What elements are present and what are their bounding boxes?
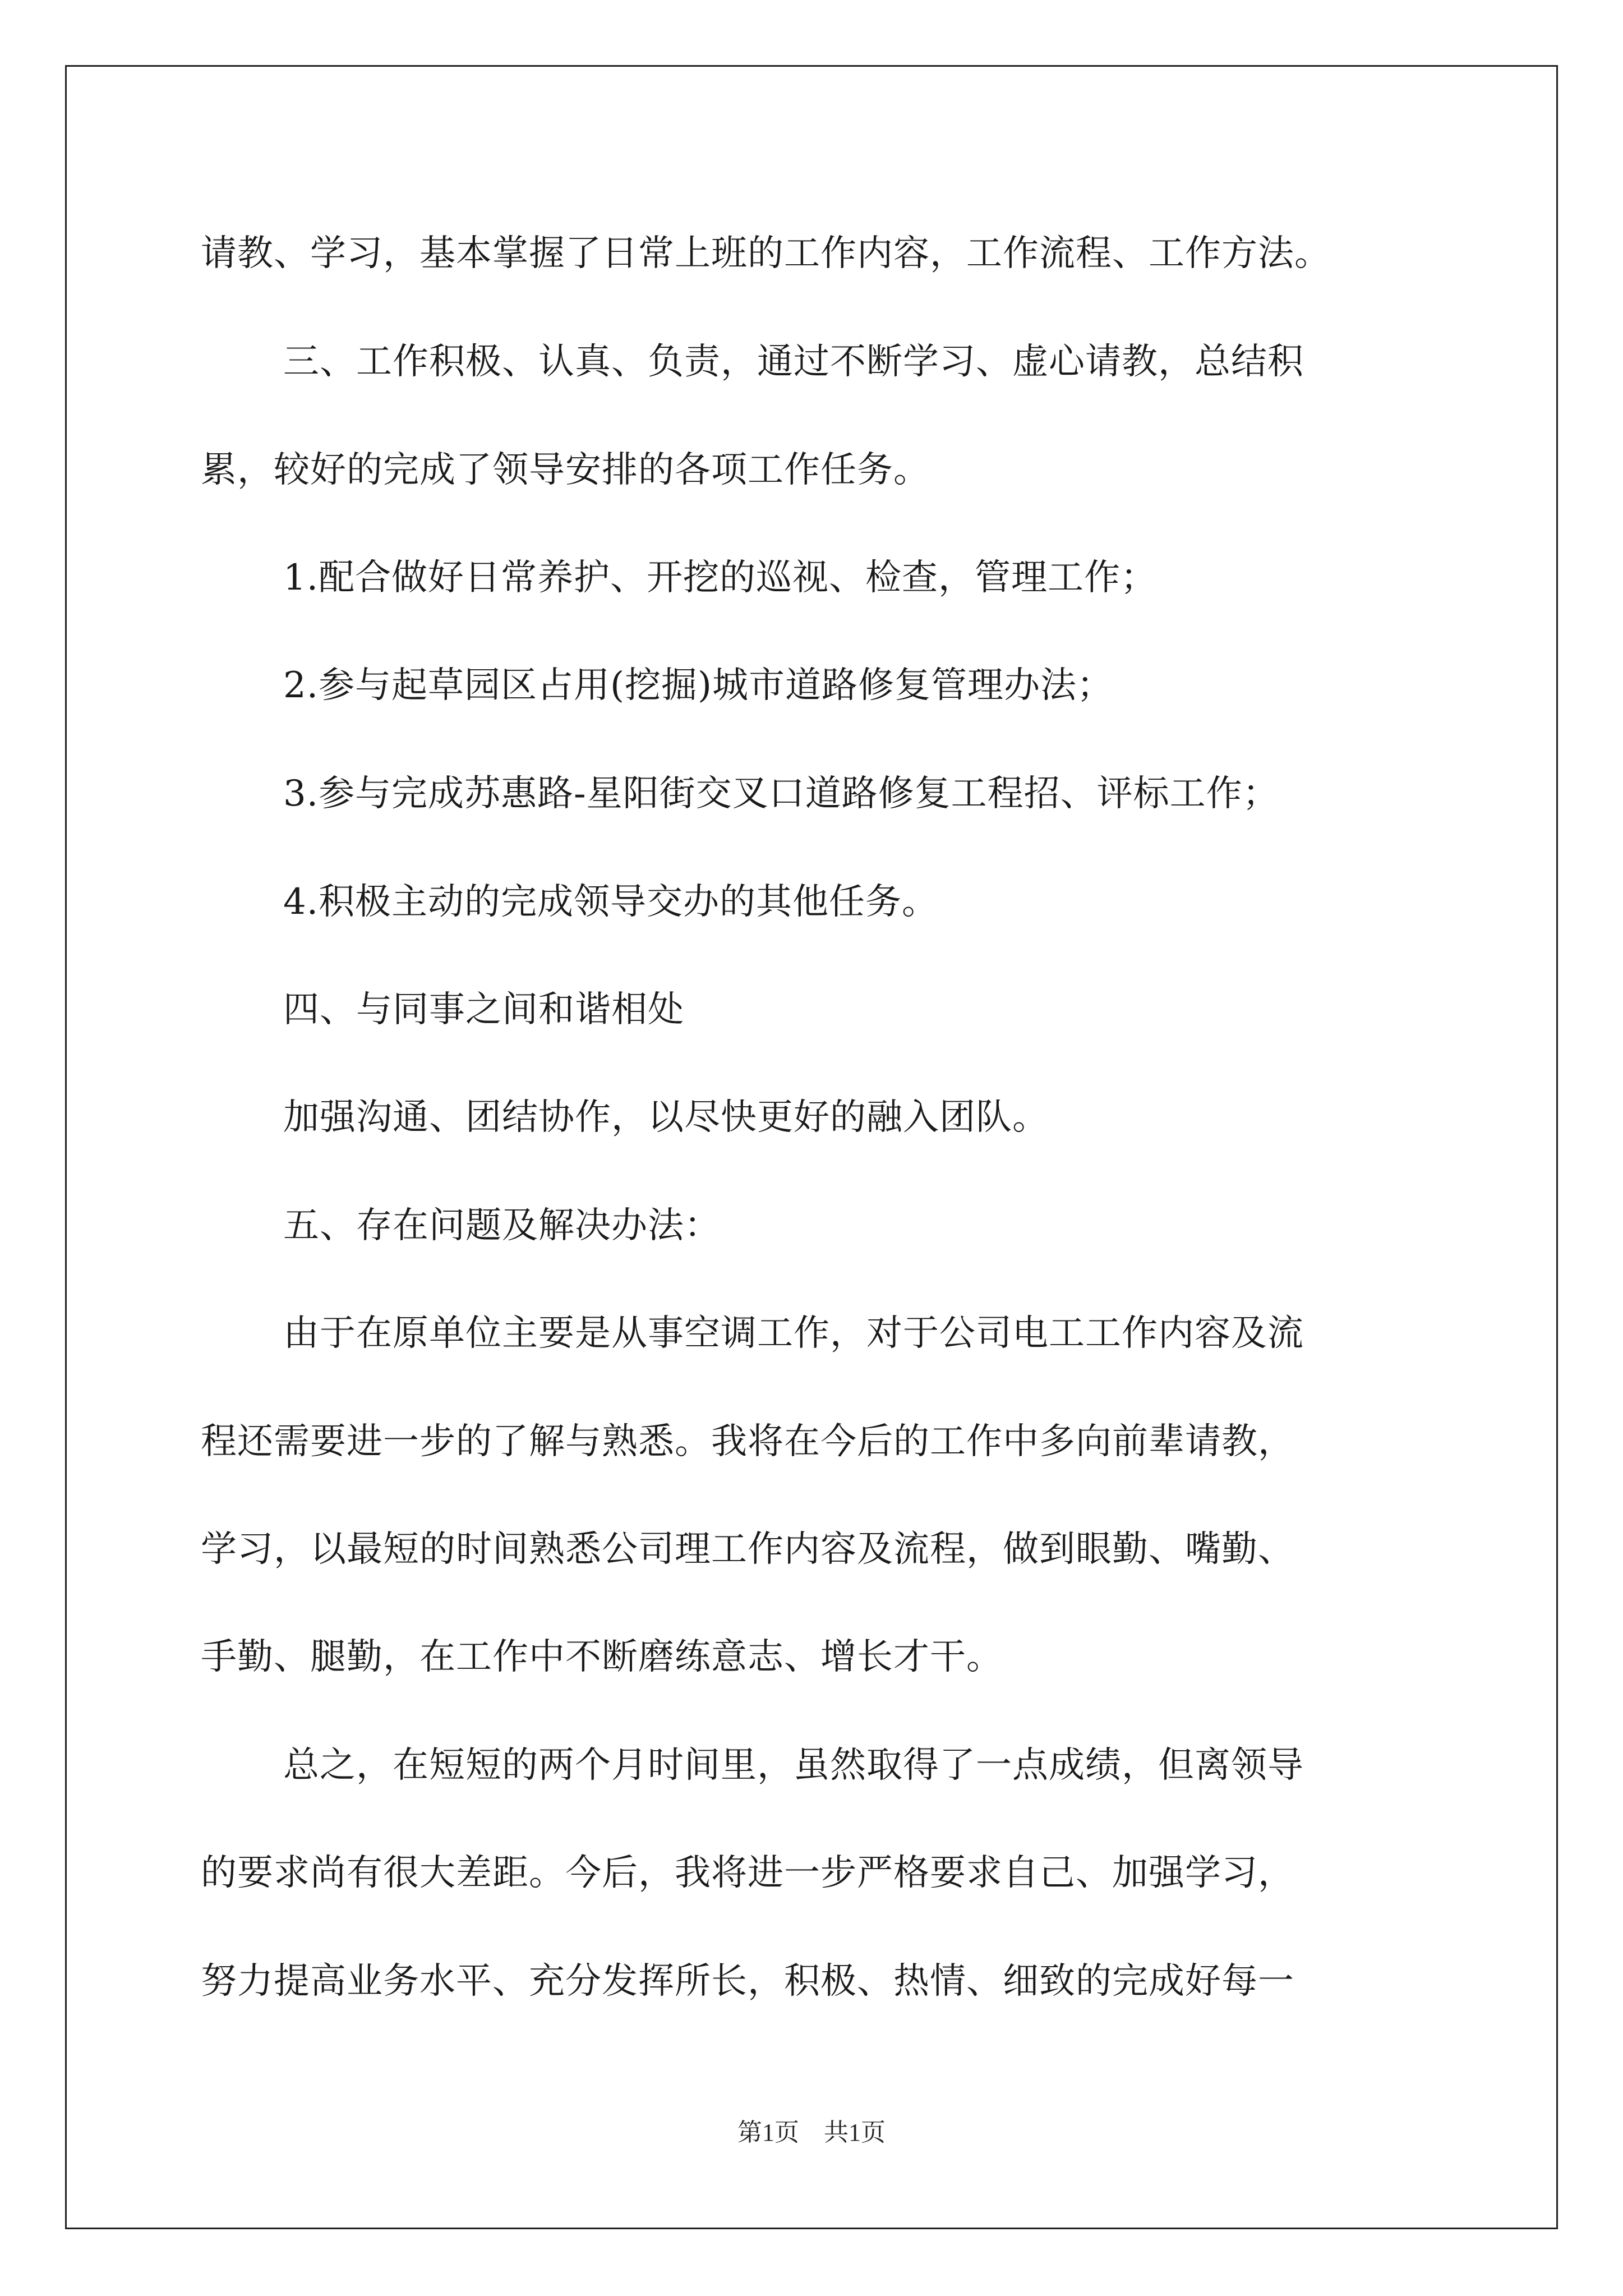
paragraph-line: 努力提高业务水平、充分发挥所长，积极、热情、细致的完成好每一 [201,1961,1294,2002]
list-item: 3.参与完成苏惠路-星阳街交叉口道路修复工程招、评标工作； [283,773,1279,815]
paragraph-line: 累，较好的完成了领导安排的各项工作任务。 [201,449,930,491]
section-heading: 四、与同事之间和谐相处 [283,989,684,1030]
paragraph-line: 由于在原单位主要是从事空调工作，对于公司电工工作内容及流 [283,1313,1304,1354]
paragraph-line: 请教、学习，基本掌握了日常上班的工作内容，工作流程、工作方法。 [201,233,1331,274]
section-heading: 五、存在问题及解决办法： [283,1205,721,1246]
paragraph-line: 学习，以最短的时间熟悉公司理工作内容及流程，做到眼勤、嘴勤、 [201,1529,1294,1570]
list-item: 4.积极主动的完成领导交办的其他任务。 [283,881,939,923]
paragraph-line: 程还需要进一步的了解与熟悉。我将在今后的工作中多向前辈请教， [201,1421,1294,1462]
paragraph-line: 的要求尚有很大差距。今后，我将进一步严格要求自己、加强学习， [201,1852,1294,1894]
paragraph-line: 总之，在短短的两个月时间里，虽然取得了一点成绩，但离领导 [283,1745,1304,1786]
list-item: 1.配合做好日常养护、开挖的巡视、检查，管理工作； [283,557,1158,599]
paragraph-line: 手勤、腿勤，在工作中不断磨练意志、增长才干。 [201,1636,1003,1678]
paragraph-line: 三、工作积极、认真、负责，通过不断学习、虚心请教，总结积 [283,341,1304,383]
list-item: 2.参与起草园区占用(挖掘)城市道路修复管理办法； [283,665,1113,706]
page-number-footer: 第1页 共1页 [737,2119,886,2146]
page-border [65,65,1558,2229]
paragraph-line: 加强沟通、团结协作，以尽快更好的融入团队。 [283,1097,1049,1138]
